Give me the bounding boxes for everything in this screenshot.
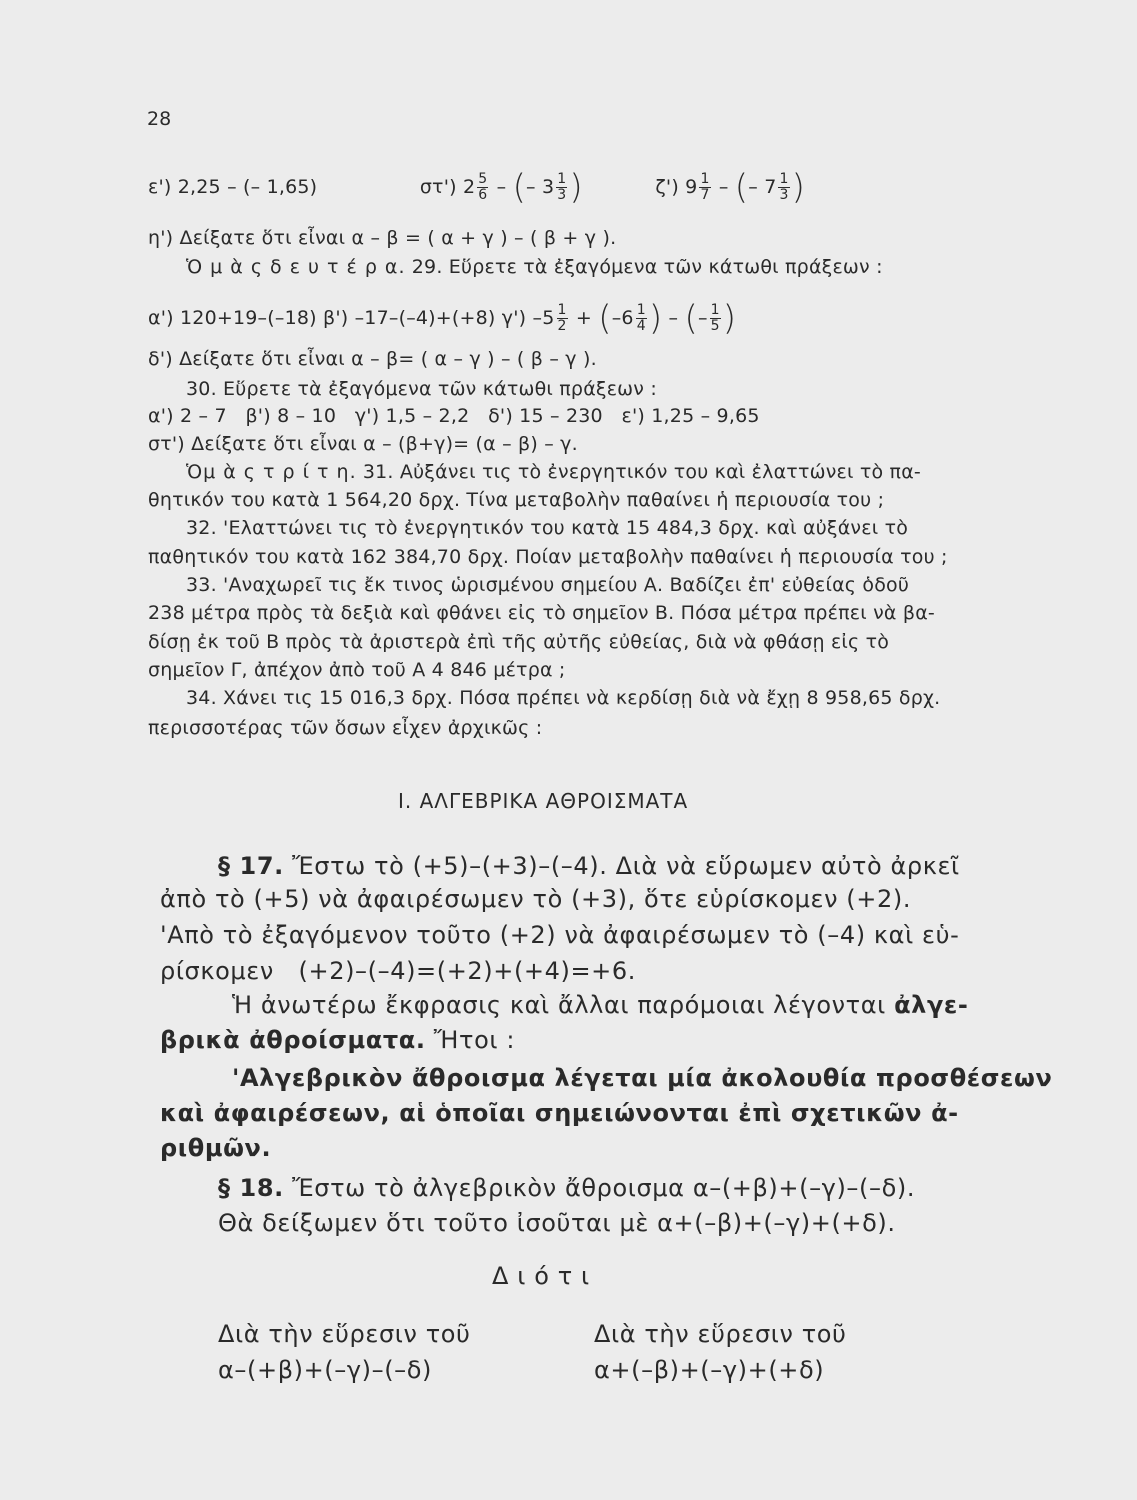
exercise-33-line-1: 33. 'Αναχωρεῖ τις ἔκ τινος ὡρισμένου σημείου Α. Βαδίζει ἐπ' εὐθείας ὁδοῦ [186,574,910,596]
s18-text: Ἔστω τὸ ἀλγεβρικὸν ἄθροισμα α–(+β)+(–γ)–(–δ). [283,1174,916,1202]
paragraph-17-line-2: ἀπὸ τὸ (+5) νὰ ἀφαιρέσωμεν τὸ (+3), ὅτε εὑρίσκομεν (+2). [160,885,912,913]
page-number: 28 [147,108,172,130]
section-title: Ι. ΑΛΓΕΒΡΙΚΑ ΑΘΡΟΙΣΜΑΤΑ [398,789,689,813]
exercise-28-e-line [148,167,806,208]
s17-text: Ἡ ἀνωτέρω ἔκφρασις καὶ ἄλλαι παρόμοιαι λέγονται [232,991,895,1019]
section-mark-17: § 17. [218,852,284,880]
definition-line-1: 'Αλγεβρικὸν ἄθροισμα λέγεται μία ἀκολουθία προσθέσεων [232,1064,1053,1092]
paren: ( [512,167,527,208]
paragraph-17-line-1 [218,852,960,880]
paren: ) [791,167,806,208]
exercise-33-line-4: σημεῖον Γ, ἀπέχον ἀπὸ τοῦ Α 4 846 μέτρα ; [148,659,566,681]
fraction: $\frac{5}{6}$ [478,171,488,203]
term-bold: ἀλγε- [894,991,969,1019]
exercise-31-line-1: 31. Αὐξάνει τις τὸ ἐνεργητικόν του καὶ ἐλαττώνει τὸ πα- [362,461,921,483]
left-column-expression: α–(+β)+(–γ)–(–δ) [218,1356,433,1384]
definition-line-3: ριθμῶν. [160,1134,272,1162]
paren: ) [722,298,737,339]
exercise-34-line-1: 34. Χάνει τις 15 016,3 δρχ. Πόσα πρέπει νὰ κερδίσῃ διὰ νὰ ἔχῃ 8 958,65 δρχ. [186,687,941,709]
exercise-32-line-2: παθητικόν του κατὰ 162 384,70 δρχ. Ποίαν μεταβολὴν παθαίνει ἡ περιουσία του ; [148,546,948,568]
plus-sign: + [575,307,592,329]
s17-text: Ἤτοι : [425,1026,516,1054]
exercise-30-title: 30. Εὕρετε τὰ ἐξαγόμενα τῶν κάτωθι πράξεων : [186,378,657,400]
integer-part: – 3 [526,176,555,198]
paragraph-17-line-3: 'Απὸ τὸ ἐξαγόμενον τοῦτο (+2) νὰ ἀφαιρέσωμεν τὸ (–4) καὶ εὑ- [160,921,960,949]
ex28-e: ε') 2,25 – (– 1,65) [148,176,318,198]
integer-part: – 7 [748,176,777,198]
minus-sign: – [718,176,729,198]
exercise-34-line-2: περισσοτέρας τῶν ὅσων εἶχεν ἀρχικῶς : [148,717,543,739]
exercise-30-line-2: στ') Δείξατε ὅτι εἶναι α – (β+γ)= (α – β) – γ. [148,433,578,455]
fraction: $\frac{1}{7}$ [700,171,710,203]
exercise-33-line-3: δίσῃ ἐκ τοῦ Β πρὸς τὰ ἀριστερὰ ἐπὶ τῆς αὐτῆς εὐθείας, διὰ νὰ φθάσῃ εἰς τὸ [148,631,890,653]
dioti-heading: Δ ι ό τ ι [492,1262,590,1290]
definition-line-2: καὶ ἀφαιρέσεων, αἱ ὁποῖαι σημειώνονται ἐπὶ σχετικῶν ἀ- [160,1099,959,1127]
exercise-30-line-1: α') 2 – 7 β') 8 – 10 γ') 1,5 – 2,2 δ') 15 – 230 ε') 1,25 – 9,65 [148,405,760,427]
paren: ( [684,298,698,339]
exercise-29-line [148,298,737,339]
paragraph-17-line-4: ρίσκομεν (+2)–(–4)=(+2)+(+4)=+6. [160,957,636,985]
exercise-32-line-1: 32. 'Ελαττώνει τις τὸ ἐνεργητικόν του κατὰ 15 484,3 δρχ. καὶ αὐξάνει τὸ [186,517,909,539]
paragraph-18-line-1 [218,1174,915,1202]
paragraph-17-line-6 [160,1026,515,1054]
fraction: $\frac{1}{3}$ [779,171,789,203]
ex28-st-label: στ') 2 [419,176,476,198]
integer-part: –6 [611,307,634,329]
fraction: $\frac{1}{2}$ [557,302,567,334]
exercise-28-eta: η') Δείξατε ὅτι εἶναι α – β = ( α + γ ) – ( β + γ ). [148,227,617,249]
paren: ) [569,167,583,208]
minus-sign: – [697,307,708,329]
paren: ) [648,298,663,339]
group-2-line [186,256,883,278]
ex28-z-label: ζ') 9 [655,176,698,198]
left-column-title: Διὰ τὴν εὕρεσιν τοῦ [218,1320,471,1348]
ex29-abc: α') 120+19–(–18) β') –17–(–4)+(+8) γ') –5 [148,307,555,329]
term-bold: βρικὰ ἀθροίσματα. [160,1026,426,1054]
exercise-29-delta: δ') Δείξατε ὅτι εἶναι α – β= ( α – γ ) – ( β – γ ). [148,348,597,370]
exercise-33-line-2: 238 μέτρα πρὸς τὰ δεξιὰ καὶ φθάνει εἰς τὸ σημεῖον Β. Πόσα μέτρα πρέπει νὰ βα- [148,602,935,624]
fraction: $\frac{1}{4}$ [636,302,646,334]
group-3-line [186,461,921,483]
right-column-expression: α+(–β)+(–γ)+(+δ) [594,1356,825,1384]
group-2-heading: Ὁ μ ὰ ς δ ε υ τ έ ρ α. [186,256,406,278]
paragraph-18-line-2: Θὰ δείξωμεν ὅτι τοῦτο ἰσοῦται μὲ α+(–β)+(–γ)+(+δ). [218,1209,896,1237]
paragraph-17-line-5 [232,991,968,1019]
minus-sign: – [496,176,507,198]
paren: ( [734,167,749,208]
group-3-heading: Ὁμ ὰ ς τ ρ ί τ η. [186,461,357,483]
fraction: $\frac{1}{3}$ [557,171,567,203]
section-mark-18: § 18. [218,1174,284,1202]
s17-text: Ἔστω τὸ (+5)–(+3)–(–4). Διὰ νὰ εὕρωμεν αὐτὸ ἀρκεῖ [283,852,960,880]
minus-sign: – [668,307,679,329]
exercise-31-line-2: θητικόν του κατὰ 1 564,20 δρχ. Τίνα μεταβολὴν παθαίνει ἡ περιουσία του ; [148,489,885,511]
exercise-29-title: 29. Εὕρετε τὰ ἐξαγόμενα τῶν κάτωθι πράξεων : [411,256,883,278]
paren: ( [598,298,612,339]
right-column-title: Διὰ τὴν εὕρεσιν τοῦ [594,1320,847,1348]
fraction: $\frac{1}{5}$ [710,302,720,334]
